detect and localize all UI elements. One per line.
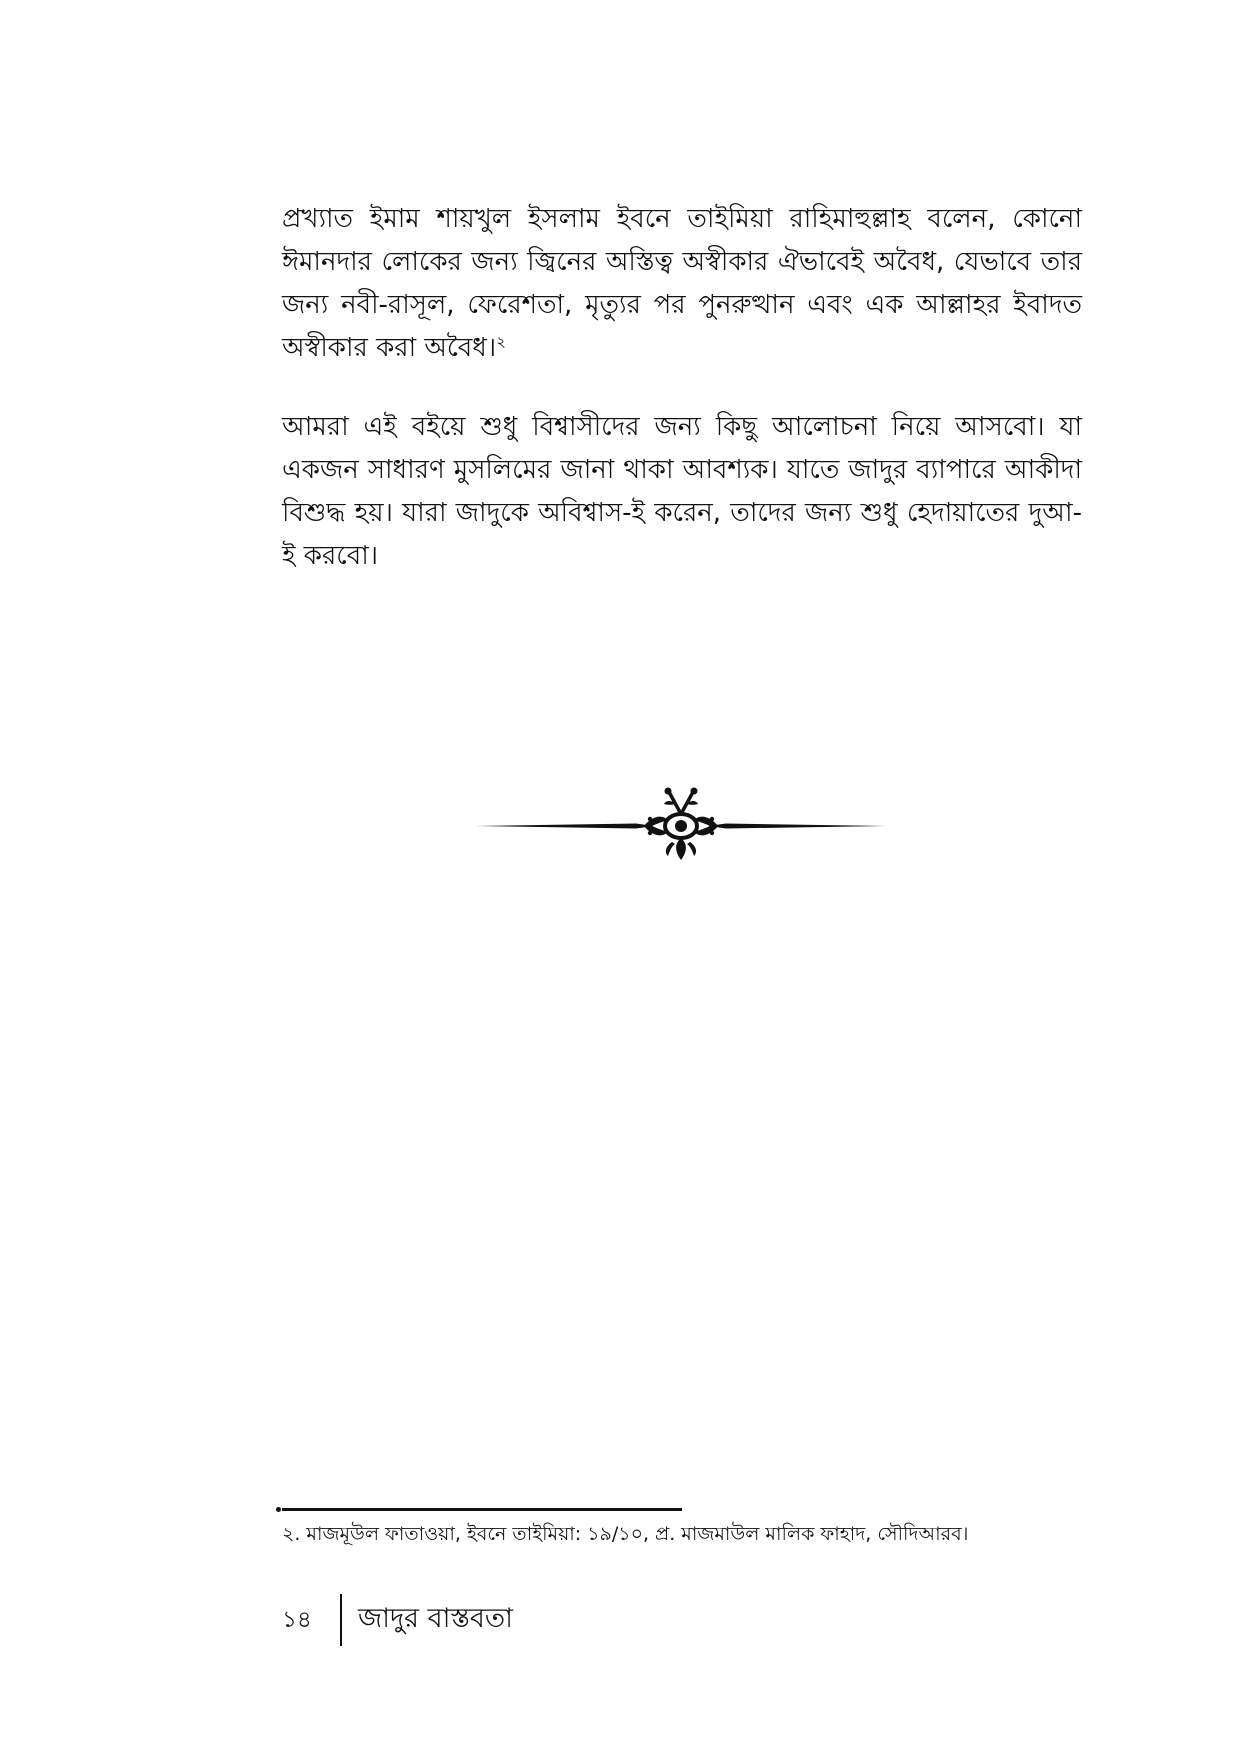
paragraph-text: প্রখ্যাত ইমাম শায়খুল ইসলাম ইবনে তাইমিয়া রাহিমাহুল্লাহ বলেন, কোনো ঈমানদার লোকের জন্য জ্বিনের অস্তিত্ব অস্বীকার ঐভাবেই অবৈধ, যেভাবে তার জন্য নবী-রাসূল, ফেরেশতা, মৃত্যুর পর পুনরুত্থান এবং এক আল্লাহর ইবাদত অস্বীকার করা অবৈধ। [282,204,1082,363]
floral-divider-icon [476,786,886,866]
running-title: জাদুর বাস্তবতা [358,1602,513,1634]
footnote-marker[interactable]: ২ [496,332,506,351]
body-paragraph [282,198,1082,370]
page-footer [282,1594,513,1646]
footnote: ২. মাজমূউল ফাতাওয়া, ইবনে তাইমিয়া: ১৯/১০, প্র. মাজমাউল মালিক ফাহাদ, সৌদিআরব। [282,1523,969,1545]
paragraph-text: আমরা এই বইয়ে শুধু বিশ্বাসীদের জন্য কিছু আলোচনা নিয়ে আসবো। যা একজন সাধারণ মুসলিমের জানা থাকা আবশ্যক। যাতে জাদুর ব্যাপারে আকীদা বিশুদ্ধ হয়। যারা জাদুকে অবিশ্বাস-ই করেন, তাদের জন্য শুধু হেদায়াতের দুআ-ই করবো। [282,412,1082,571]
footnote-separator [282,1508,682,1511]
footer-divider [340,1594,342,1646]
body-paragraph [282,406,1082,578]
page-number: ১৪ [282,1606,312,1633]
